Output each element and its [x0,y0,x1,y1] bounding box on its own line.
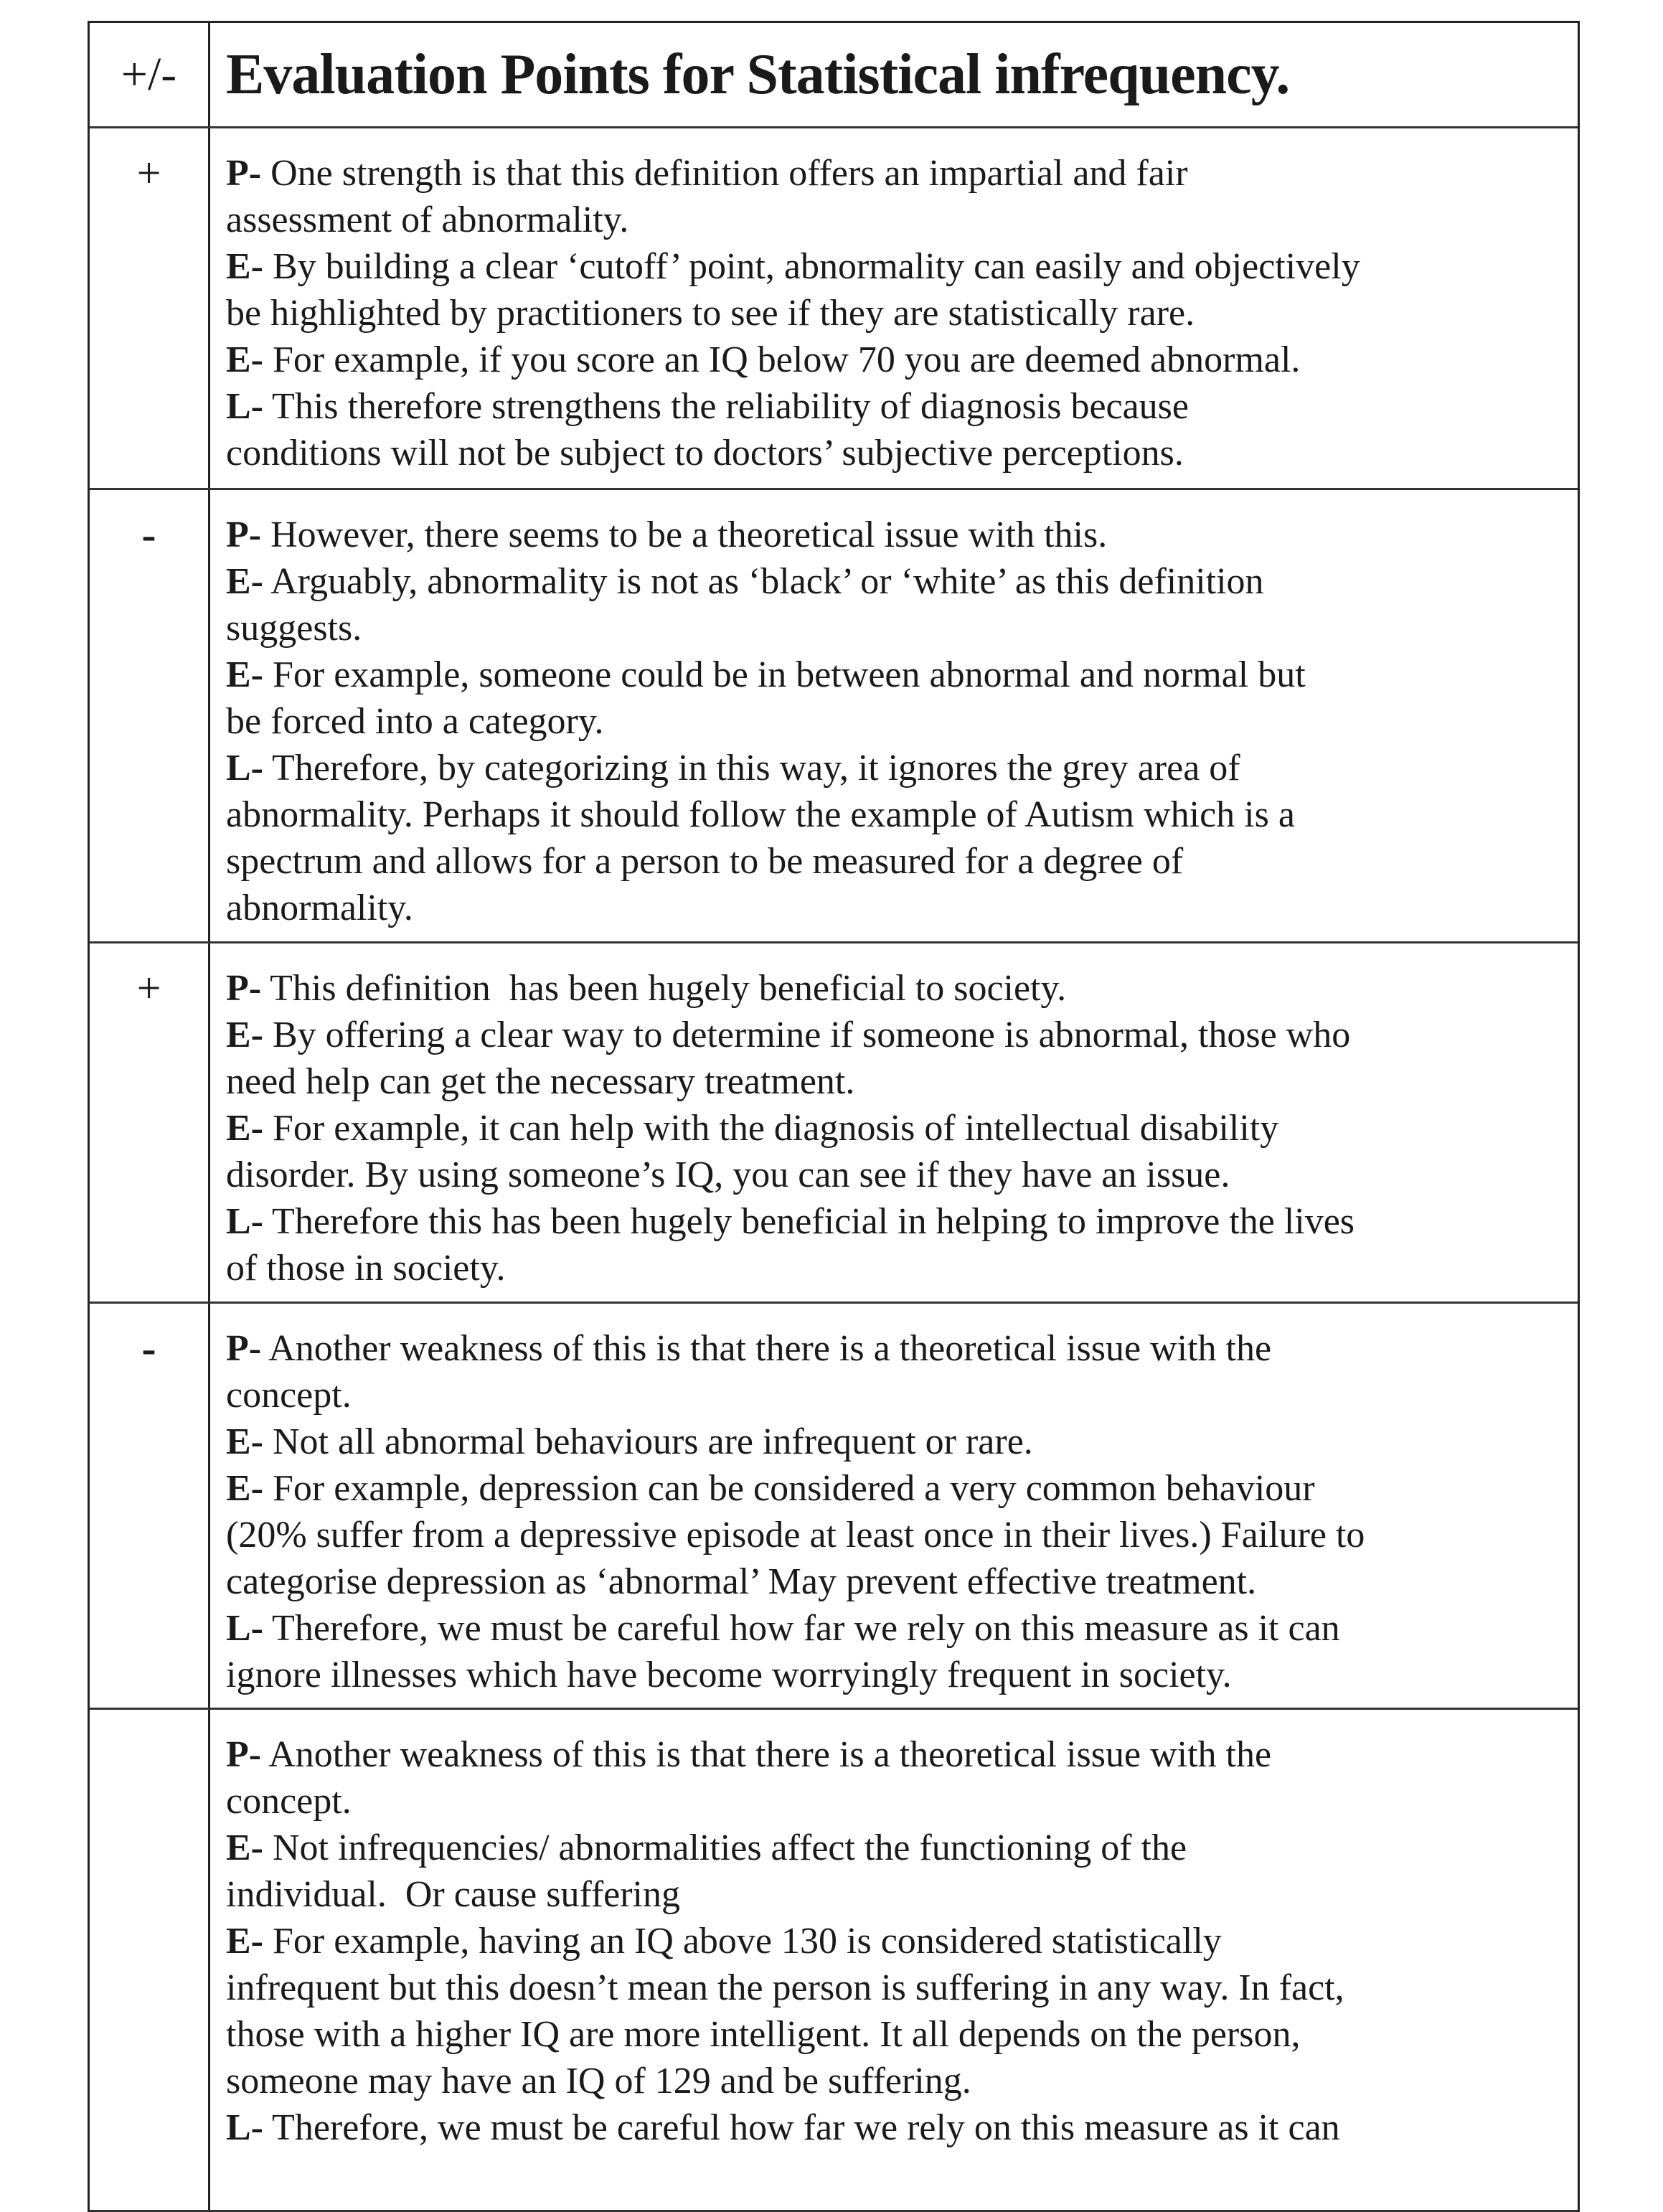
evaluation-point-text [210,490,1578,941]
point-label: E- [226,561,263,602]
point-text: Not infrequencies/ abnormalities affect the functioning of the [263,1827,1187,1868]
point-text: categorise depression as ‘abnormal’ May prevent effective treatment. [226,1561,1257,1602]
point-text: conditions will not be subject to doctors’ subjective perceptions. [226,433,1184,474]
text-line [226,2011,1578,2058]
point-text: concept. [226,1375,352,1416]
point-text: ignore illnesses which have become worryingly frequent in society. [226,1655,1232,1695]
point-text: individual. Or cause suffering [226,1874,680,1915]
text-line [226,1245,1578,1291]
text-line [226,1512,1578,1558]
point-text: those with a higher IQ are more intelligent. It all depends on the person, [226,2014,1301,2055]
text-line [226,383,1578,430]
point-label: E- [226,654,263,695]
text-line [226,150,1578,197]
text-line [226,1012,1578,1058]
text-line [226,1418,1578,1465]
point-label: P- [226,153,262,194]
sign-cell [90,1710,210,2210]
point-label: E- [226,1468,263,1509]
evaluation-point-text [210,943,1578,1302]
text-line [226,698,1578,745]
point-text: suggests. [226,608,362,649]
text-line [226,1918,1578,1964]
text-line [226,336,1578,383]
point-text: This definition has been hugely beneficial to society. [261,968,1067,1009]
point-text: One strength is that this definition offers an impartial and fair [261,153,1188,194]
point-text: By building a clear ‘cutoff’ point, abnormality can easily and objectively [263,246,1360,287]
text-line [226,1731,1578,1778]
point-label: P- [226,514,262,555]
evaluation-point-text [210,1710,1578,2210]
point-text: disorder. By using someone’s IQ, you can see if they have an issue. [226,1154,1230,1195]
text-line [226,745,1578,791]
point-text: For example, it can help with the diagnosis of intellectual disability [263,1108,1279,1149]
point-text: For example, if you score an IQ below 70 you are deemed abnormal. [263,339,1301,380]
text-line [226,1652,1578,1698]
text-line [226,1964,1578,2011]
point-label: P- [226,1734,262,1775]
point-text: concept. [226,1781,352,1822]
point-label: E- [226,1827,263,1868]
text-line [226,1152,1578,1198]
point-text: abnormality. [226,888,413,928]
table-row [90,128,1578,490]
evaluation-point-text [210,1304,1578,1708]
point-text: need help can get the necessary treatment. [226,1061,855,1102]
point-text: Therefore, by categorizing in this way, it ignores the grey area of [263,748,1240,789]
text-line [226,1198,1578,1245]
weakness-sign: - [90,1304,210,1708]
table-row [90,943,1578,1304]
text-line [226,558,1578,605]
point-text: of those in society. [226,1248,506,1289]
text-line [226,1605,1578,1652]
text-line [226,651,1578,698]
point-text: be forced into a category. [226,701,604,742]
point-text: For example, depression can be considered a very common behaviour [263,1468,1315,1509]
text-line [226,885,1578,931]
point-label: E- [226,1108,263,1149]
text-line [226,1372,1578,1418]
point-label: L- [226,386,263,427]
table-row [90,1710,1578,2212]
point-label: P- [226,1328,262,1369]
point-text: assessment of abnormality. [226,199,629,240]
text-line [226,838,1578,885]
table-row [90,1304,1578,1710]
point-text: For example, having an IQ above 130 is considered statistically [263,1921,1222,1962]
text-line [226,512,1578,558]
point-text: someone may have an IQ of 129 and be suffering. [226,2061,971,2102]
point-text: Not all abnormal behaviours are infrequent or rare. [263,1421,1033,1462]
text-line [226,965,1578,1012]
text-line [226,2104,1578,2151]
point-label: L- [226,1608,263,1649]
point-text: For example, someone could be in between abnormal and normal but [263,654,1306,695]
evaluation-point-text [210,128,1578,488]
point-text: Arguably, abnormality is not as ‘black’ or ‘white’ as this definition [263,561,1264,602]
text-line [226,197,1578,243]
text-line [226,1825,1578,1871]
point-text: By offering a clear way to determine if someone is abnormal, those who [263,1015,1351,1055]
evaluation-table [88,21,1580,2212]
table-title: Evaluation Points for Statistical infrequency. [226,42,1290,106]
text-line [226,1058,1578,1105]
text-line [226,605,1578,651]
sign-column-header: +/- [90,23,210,126]
point-text: (20% suffer from a depressive episode at least once in their lives.) Failure to [226,1515,1365,1556]
point-text: This therefore strengthens the reliability of diagnosis because [263,386,1189,427]
weakness-sign: - [90,490,210,941]
point-label: E- [226,339,263,380]
point-label: E- [226,1015,263,1055]
text-line [226,2058,1578,2104]
point-label: E- [226,1421,263,1462]
point-label: L- [226,2107,263,2148]
point-text: Another weakness of this is that there is a theoretical issue with the [261,1328,1272,1369]
point-label: L- [226,748,263,789]
table-header-row [90,23,1578,128]
text-line [226,1325,1578,1372]
point-text: spectrum and allows for a person to be measured for a degree of [226,841,1184,882]
point-label: E- [226,246,263,287]
text-line [226,243,1578,290]
text-line [226,290,1578,336]
strength-sign: + [90,128,210,488]
point-label: L- [226,1201,263,1242]
point-text: Therefore this has been hugely beneficial in helping to improve the lives [263,1201,1355,1242]
text-line [226,1465,1578,1512]
point-label: E- [226,1921,263,1962]
point-text: Therefore, we must be careful how far we rely on this measure as it can [263,2107,1340,2148]
point-label: P- [226,968,262,1009]
point-text: Another weakness of this is that there is a theoretical issue with the [261,1734,1272,1775]
text-line [226,1778,1578,1825]
text-line [226,1558,1578,1605]
strength-sign: + [90,943,210,1302]
point-text: abnormality. Perhaps it should follow the example of Autism which is a [226,794,1295,835]
point-text: infrequent but this doesn’t mean the person is suffering in any way. In fact, [226,1967,1344,2008]
text-line [226,1871,1578,1918]
point-text: Therefore, we must be careful how far we rely on this measure as it can [263,1608,1340,1649]
point-text: be highlighted by practitioners to see if they are statistically rare. [226,293,1195,334]
point-text: However, there seems to be a theoretical issue with this. [261,514,1108,555]
table-row [90,490,1578,943]
text-line [226,791,1578,838]
text-line [226,430,1578,476]
text-line [226,1105,1578,1152]
